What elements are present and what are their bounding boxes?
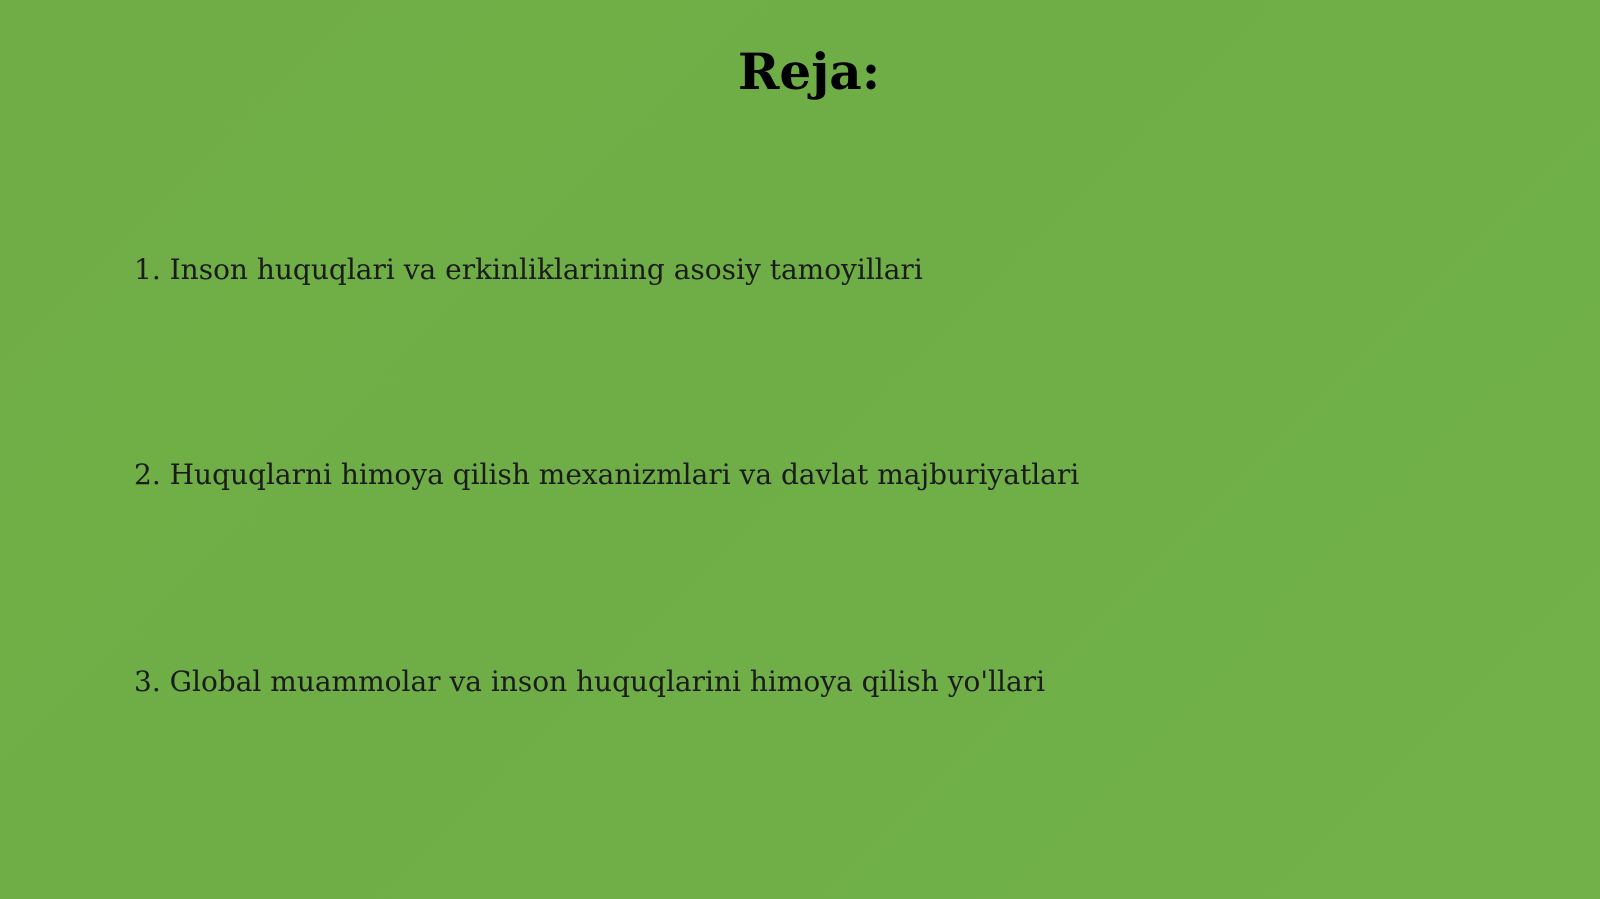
plan-item-1: 1. Inson huquqlari va erkinliklarining asosiy tamoyillari bbox=[134, 253, 923, 286]
plan-item-3: 3. Global muammolar va inson huquqlarini himoya qilish yo'llari bbox=[134, 665, 1046, 698]
slide-title: Reja: bbox=[737, 42, 881, 101]
plan-item-2: 2. Huquqlarni himoya qilish mexanizmlari va davlat majburiyatlari bbox=[134, 458, 1080, 491]
